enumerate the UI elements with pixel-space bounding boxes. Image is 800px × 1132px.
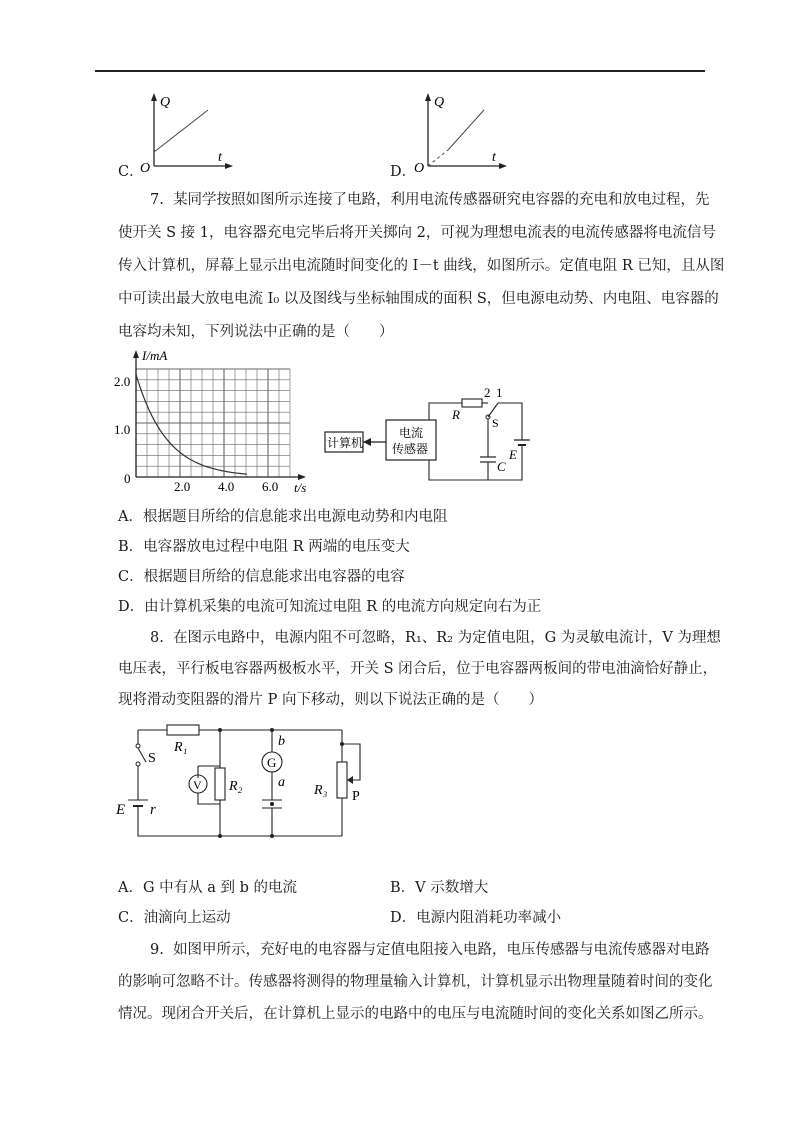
y-tick-1: 1.0 [114, 422, 131, 437]
junction-3 [218, 834, 222, 838]
battery-label: E [509, 447, 517, 462]
axis-t-label: t [218, 150, 222, 165]
node-a-label: a [278, 775, 285, 790]
r2-label: R₂ [229, 779, 243, 794]
q8-line-1: 8. 在图示电路中，电源内阻不可忽略，R₁、R₂ 为定值电阻，G 为灵敏电流计，V 为理想 [150, 630, 721, 646]
q7-line-4: 中可读出最大放电电流 I₀ 以及图线与坐标轴围成的面积 S，但电源电动势、内电阻、电容器的 [118, 291, 719, 307]
q9-line-1: 9. 如图甲所示，充好电的电容器与定值电阻接入电路，电压传感器与电流传感器对电路 [150, 942, 710, 958]
q8-option-b[interactable]: B．V 示数增大 [390, 880, 489, 896]
option-d-label: D． [390, 164, 417, 180]
q9-line-3: 情况。现闭合开关后，在计算机上显示的电路中的电压与电流随时间的变化关系如图乙所示。 [118, 1006, 713, 1022]
y-axis-label: I/mA [142, 348, 168, 363]
origin-label: O [140, 161, 151, 175]
internal-resistance-label: r [150, 802, 156, 818]
q8-option-a[interactable]: A．G 中有从 a 到 b 的电流 [118, 880, 298, 896]
q7-option-c[interactable]: C．根据题目所给的信息能求出电容器的电容 [118, 569, 405, 585]
computer-label: 计算机 [327, 436, 364, 450]
y-axis-arrow [151, 93, 157, 101]
node-b-label: b [278, 734, 285, 749]
r1-label: R₁ [174, 740, 188, 755]
y-tick-2: 2.0 [114, 374, 131, 389]
capacitor-label: C [497, 459, 506, 474]
y-axis-arrow [133, 350, 139, 358]
axis-q-label: Q [434, 95, 445, 110]
q7-line-2: 使开关 S 接 1，电容器充电完毕后将开关掷向 2，可视为理想电流表的电流传感器将电流信号 [118, 225, 716, 241]
junction-1 [218, 728, 222, 732]
wire-top-right [498, 403, 522, 440]
q8-number: 8. [150, 630, 164, 646]
header-rule [95, 70, 705, 72]
q7-line-3: 传入计算机，屏幕上显示出电流随时间变化的 I－t 曲线，如图所示。定值电阻 R 已知，且从图 [118, 258, 725, 274]
sensor-label-1: 电流 [399, 426, 424, 440]
q7-line-5: 电容均未知，下列说法中正确的是（ ） [118, 324, 394, 340]
resistor-label: R [452, 407, 460, 422]
q7-option-b[interactable]: B．电容器放电过程中电阻 R 两端的电压变大 [118, 539, 410, 555]
q7-number: 7. [150, 192, 164, 208]
oil-drop [270, 802, 274, 806]
q-line [154, 110, 208, 152]
x-axis-arrow [499, 163, 507, 169]
switch-contact-top [136, 744, 140, 748]
switch-label: S [492, 416, 499, 430]
option-d-graph [412, 90, 512, 175]
resistor-r2 [215, 768, 225, 800]
switch-label: S [148, 751, 156, 766]
x-tick-6: 6.0 [262, 479, 279, 494]
switch-contact-bottom [136, 762, 140, 766]
voltmeter-label: V [193, 778, 202, 792]
x-tick-4: 4.0 [218, 479, 235, 494]
junction-4 [270, 834, 274, 838]
sensor-label-2: 传感器 [392, 442, 429, 456]
grid [136, 369, 290, 477]
q7-circuit [322, 385, 537, 485]
q7-option-a[interactable]: A．根据题目所给的信息能求出电源电动势和内电阻 [118, 509, 448, 525]
emf-label: E [116, 802, 126, 818]
it-graph [110, 345, 320, 495]
option-c-graph [138, 90, 238, 175]
option-c-label: C． [118, 164, 144, 180]
y-axis-arrow [425, 93, 431, 101]
discharge-curve [136, 374, 247, 474]
origin-label: O [414, 161, 425, 175]
q9-number: 9. [150, 942, 164, 958]
q8-line-2: 电压表，平行板电容器两极板水平，开关 S 闭合后，位于电容器两板间的带电油滴恰好静止， [118, 661, 718, 677]
slider-label: P [352, 789, 360, 804]
junction-5 [340, 742, 344, 746]
junction-2 [270, 728, 274, 732]
switch-blade [488, 403, 498, 417]
galvanometer-label: G [267, 755, 277, 770]
resistor-r [462, 399, 482, 407]
r3-label: R₃ [314, 783, 328, 798]
q8-option-c[interactable]: C．油滴向上运动 [118, 910, 231, 926]
switch-blade [138, 748, 146, 762]
q-line-dashed [428, 150, 448, 166]
slider-arrow [347, 776, 353, 784]
axis-q-label: Q [160, 95, 171, 110]
q7-option-d[interactable]: D．由计算机采集的电流可知流过电阻 R 的电流方向规定向右为正 [118, 599, 542, 615]
q-line [448, 110, 484, 150]
y-tick-0: 0 [124, 471, 131, 486]
signal-arrow-head [363, 438, 371, 446]
q8-option-d[interactable]: D．电源内阻消耗功率减小 [390, 910, 562, 926]
resistor-r3 [337, 762, 347, 798]
resistor-r1 [167, 725, 199, 735]
q9-line-2: 的影响可忽略不计。传感器将测得的物理量输入计算机，计算机显示出物理量随着时间的变化 [118, 974, 713, 990]
x-axis-arrow [225, 163, 233, 169]
terminal-1-label: 1 [496, 385, 503, 400]
x-axis-label: t/s [294, 480, 307, 495]
wire-bottom [138, 806, 342, 836]
q7-line-1: 7. 某同学按照如图所示连接了电路，利用电流传感器研究电容器的充电和放电过程，先 [150, 192, 710, 208]
terminal-2-label: 2 [484, 385, 491, 400]
q8-line-3: 现将滑动变阻器的滑片 P 向下移动，则以下说法正确的是（ ） [118, 692, 543, 708]
axis-t-label: t [492, 150, 496, 165]
x-tick-2: 2.0 [174, 479, 191, 494]
q8-circuit [112, 718, 372, 848]
